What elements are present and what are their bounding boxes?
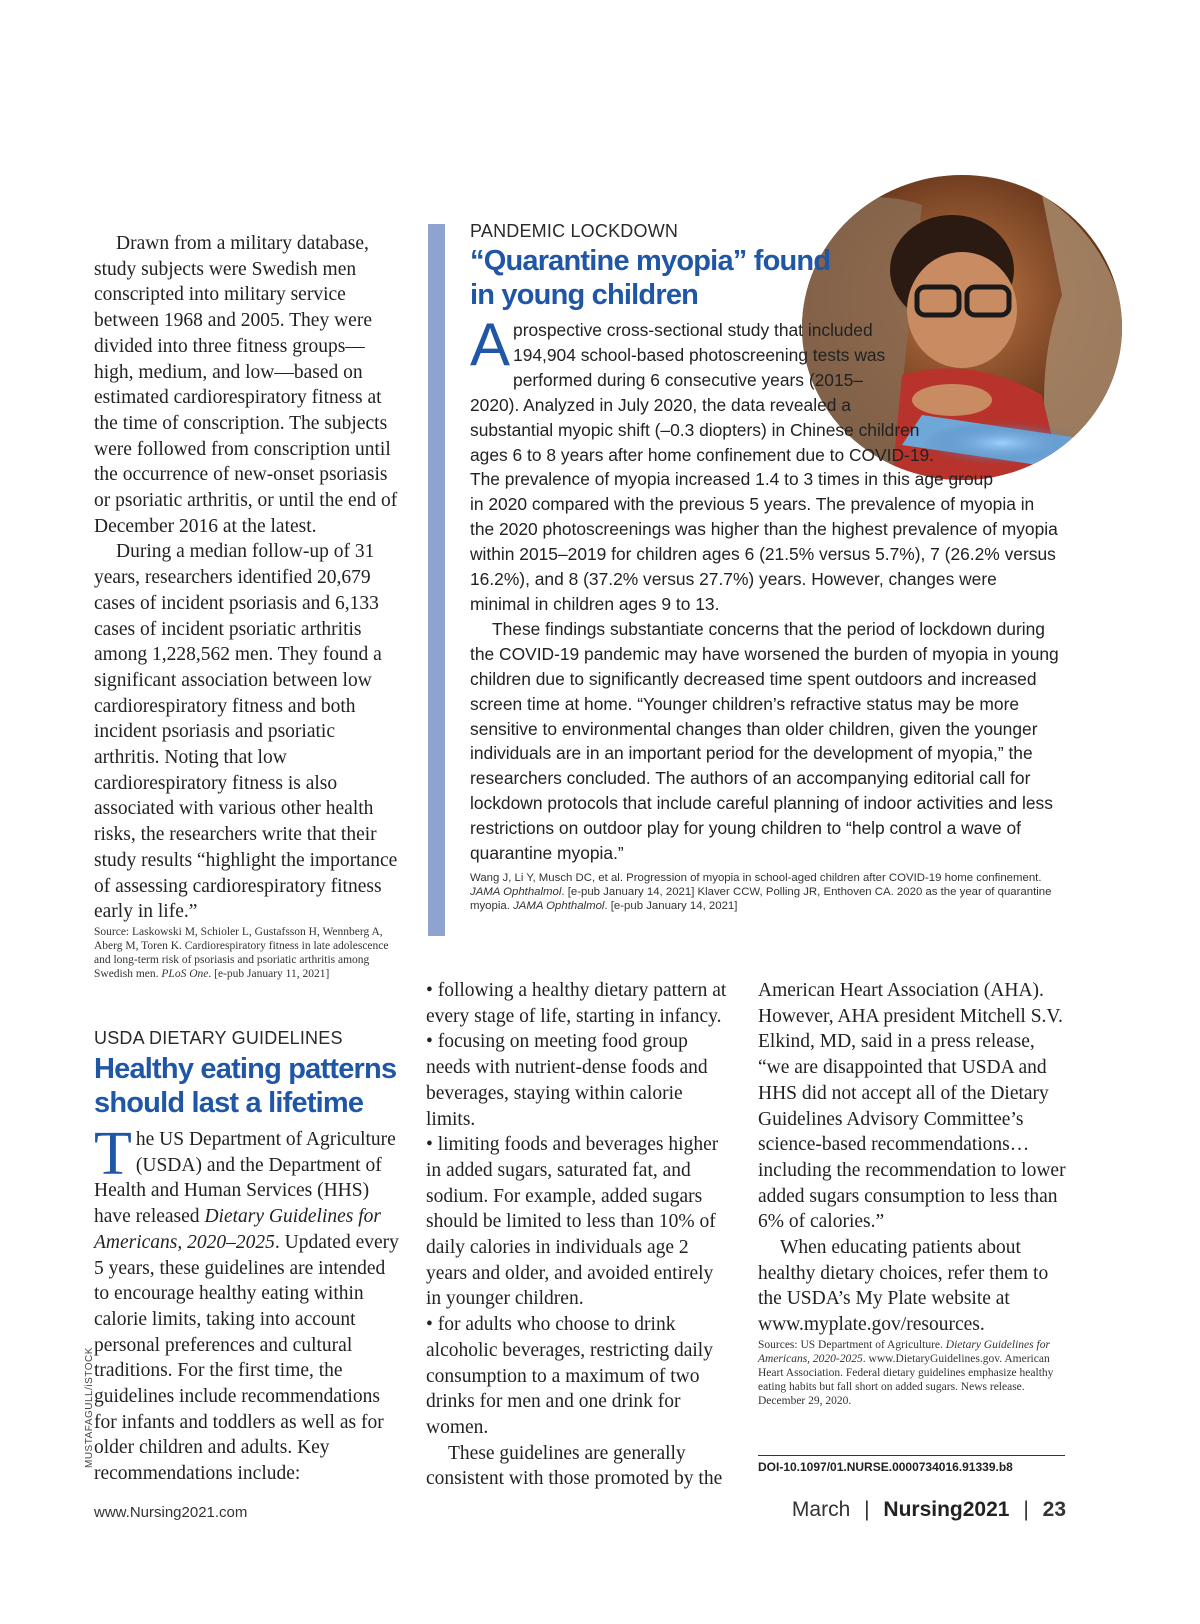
footer-page-number: 23: [1042, 1498, 1066, 1521]
usda-headline: [94, 1052, 396, 1120]
usda-column-3: [758, 978, 1066, 1408]
pandemic-kicker: PANDEMIC LOCKDOWN: [470, 221, 679, 241]
usda-guidelines-title: Dietary Guidelines for Americans, 2020–2025: [94, 1206, 381, 1253]
footer-month: March: [791, 1498, 851, 1521]
psoriasis-source: [94, 925, 401, 981]
footer-separator-1: |: [864, 1498, 870, 1521]
usda-column-2: [426, 978, 730, 1492]
usda-sources: [758, 1338, 1066, 1408]
psoriasis-paragraph-2: During a median follow-up of 31 years, researchers identified 20,679 cases of incident psoriasis and 6,133 cases of incident psoriatic arthritis among 1,228,562 men. They found a significant association between low cardiorespiratory fitness and both incident psoriasis and psoriatic arthritis. Noting that low cardiorespiratory fitness is also associated with various other health risks, the researchers write that their study results “highlight the importance of assessing cardiorespiratory fitness early in life.”: [94, 541, 398, 923]
reference-1-journal: JAMA Ophthalmol: [470, 885, 562, 898]
usda-kicker: USDA DIETARY GUIDELINES: [94, 1028, 343, 1048]
pandemic-article: [470, 311, 1060, 913]
pandemic-headline: [470, 244, 830, 312]
usda-paragraph-1: [94, 1120, 400, 1487]
sidebar-accent-bar: [428, 224, 445, 936]
pandemic-headline-line-1: “Quarantine myopia” found: [470, 245, 831, 277]
usda-sources-b: . www.DietaryGuidelines.gov. American Heart Association. Federal dietary guidelines emphasize healthy eating habits but fall short on added sugars. News release. December 29, 2020.: [758, 1352, 1054, 1407]
reference-2-journal: JAMA Ophthalmol: [513, 899, 605, 912]
photo-credit: MUSTAFAGULL/iSTOCK: [84, 1347, 95, 1468]
doi-rule: [758, 1455, 1065, 1456]
bullet-4: • for adults who choose to drink alcoholic beverages, restricting daily consumption to a maximum of two drinks for men and one drink for women.: [426, 1314, 713, 1438]
source-journal: PLoS One: [161, 967, 209, 980]
usda-headline-line-2: should last a lifetime: [94, 1087, 364, 1119]
usda-paragraph-1-a: he US Department of Agriculture (USDA) and the Department of Health and Human Services (HHS) have released: [94, 1129, 396, 1228]
usda-column-1: [94, 1120, 400, 1487]
pandemic-dropcap: A: [470, 311, 511, 378]
psoriasis-article: [94, 231, 401, 981]
bullet-3: • limiting foods and beverages higher in added sugars, saturated fat, and sodium. For example, added sugars should be limited to less than 10% of daily calories in individuals age 2 years and older, and avoided entirely in younger children.: [426, 1134, 719, 1310]
source-text: Source: Laskowski M, Schioler L, Gustafsson H, Wennberg A, Aberg M, Toren K. Cardiorespiratory fitness in late adolescence and long-term risk of psoriasis and psoriatic arthritis among Swedish men.: [94, 925, 389, 980]
reference-2: . [e-pub January 14, 2021] Klaver CCW, Polling JR, Enthoven CA. 2020 as the year of quarantine myopia.: [470, 885, 1052, 912]
usda-consistent-part-1: These guidelines are generally consistent with those promoted by the: [426, 1442, 723, 1490]
footer-folio: [792, 1498, 1066, 1522]
pandemic-paragraph-2: These findings substantiate concerns that the period of lockdown during the COVID-19 pandemic may have worsened the burden of myopia in young children due to significantly decreased time spent outdoors and increased screen time at home. “Younger children’s refractive status may be more sensitive to environmental changes than older children, given the younger individuals are in an important period for the development of myopia,” the researchers concluded. The authors of an accompanying editorial call for lockdown protocols that include careful planning of indoor activities and less restrictions on outdoor play for young children to “help control a wave of quarantine myopia.”: [470, 618, 1059, 864]
psoriasis-paragraph-1: Drawn from a military database, study subjects were Swedish men conscripted into military service between 1968 and 2005. They were divided into three fitness groups—high, medium, and low—based on estimated cardiorespiratory fitness at the time of conscription. The subjects were followed from conscription until the occurrence of new-onset psoriasis or psoriatic arthritis, or until the end of December 2016 at the latest.: [94, 233, 398, 537]
bullet-1: • following a healthy dietary pattern at every stage of life, starting in infancy.: [426, 980, 727, 1027]
reference-1: Wang J, Li Y, Musch DC, et al. Progression of myopia in school-aged children after COVID-19 home confinement.: [470, 871, 1042, 884]
usda-consistent-part-2: American Heart Association (AHA). However, AHA president Mitchell S.V. Elkind, MD, said in a press release, “we are disappointed that USDA and HHS did not accept all of the Dietary Guidelines Advisory Committee’s science-based recommendations…including the recommendation to lower added sugars consumption to less than 6% of calories.”: [758, 980, 1066, 1233]
pandemic-references: [470, 871, 1060, 913]
source-date: . [e-pub January 11, 2021]: [208, 967, 330, 980]
usda-headline-line-1: Healthy eating patterns: [94, 1053, 397, 1085]
bullet-2: • focusing on meeting food group needs with nutrient-dense foods and beverages, staying within calorie limits.: [426, 1031, 708, 1130]
usda-sources-title: Dietary Guidelines for Americans, 2020-2025: [758, 1338, 1050, 1365]
footer-separator-2: |: [1023, 1498, 1029, 1521]
doi: DOI-10.1097/01.NURSE.0000734016.91339.b8: [758, 1460, 1013, 1474]
pandemic-headline-line-2: in young children: [470, 279, 699, 311]
reference-3: . [e-pub January 14, 2021]: [604, 899, 738, 912]
usda-myplate-paragraph: When educating patients about healthy dietary choices, refer them to the USDA’s My Plate website at www.myplate.gov/resources.: [758, 1237, 1049, 1336]
usda-paragraph-1-b: . Updated every 5 years, these guidelines are intended to encourage healthy eating within calorie limits, taking into account personal preferences and cultural traditions. For the first time, the guidelines include recommendations for infants and toddlers as well as for older children and adults. Key recommendations include:: [94, 1231, 399, 1485]
footer-website: www.Nursing2021.com: [94, 1504, 248, 1521]
usda-dropcap: T: [94, 1120, 132, 1188]
pandemic-paragraph-1-text: prospective cross-sectional study that included 194,904 school-based photoscreening tests was performed during 6 consecutive years (2015–2020). Analyzed in July 2020, the data revealed a substantial myopic shift (–0.3 diopters) in Chinese children ages 6 to 8 years after home confinement due to COVID-19. The prevalence of myopia increased 1.4 to 3 times in this age group in 2020 compared with the previous 5 years. The prevalence of myopia in the 2020 photoscreenings was higher than the highest prevalence of myopia within 2015–2019 for children ages 6 (21.5% versus 5.7%), 7 (26.2% versus 16.2%), and 8 (37.2% versus 27.7%) years. However, changes were minimal in children ages 9 to 13.: [470, 320, 1058, 614]
usda-sources-a: Sources: US Department of Agriculture.: [758, 1338, 946, 1351]
footer-journal: Nursing2021: [883, 1498, 1010, 1521]
